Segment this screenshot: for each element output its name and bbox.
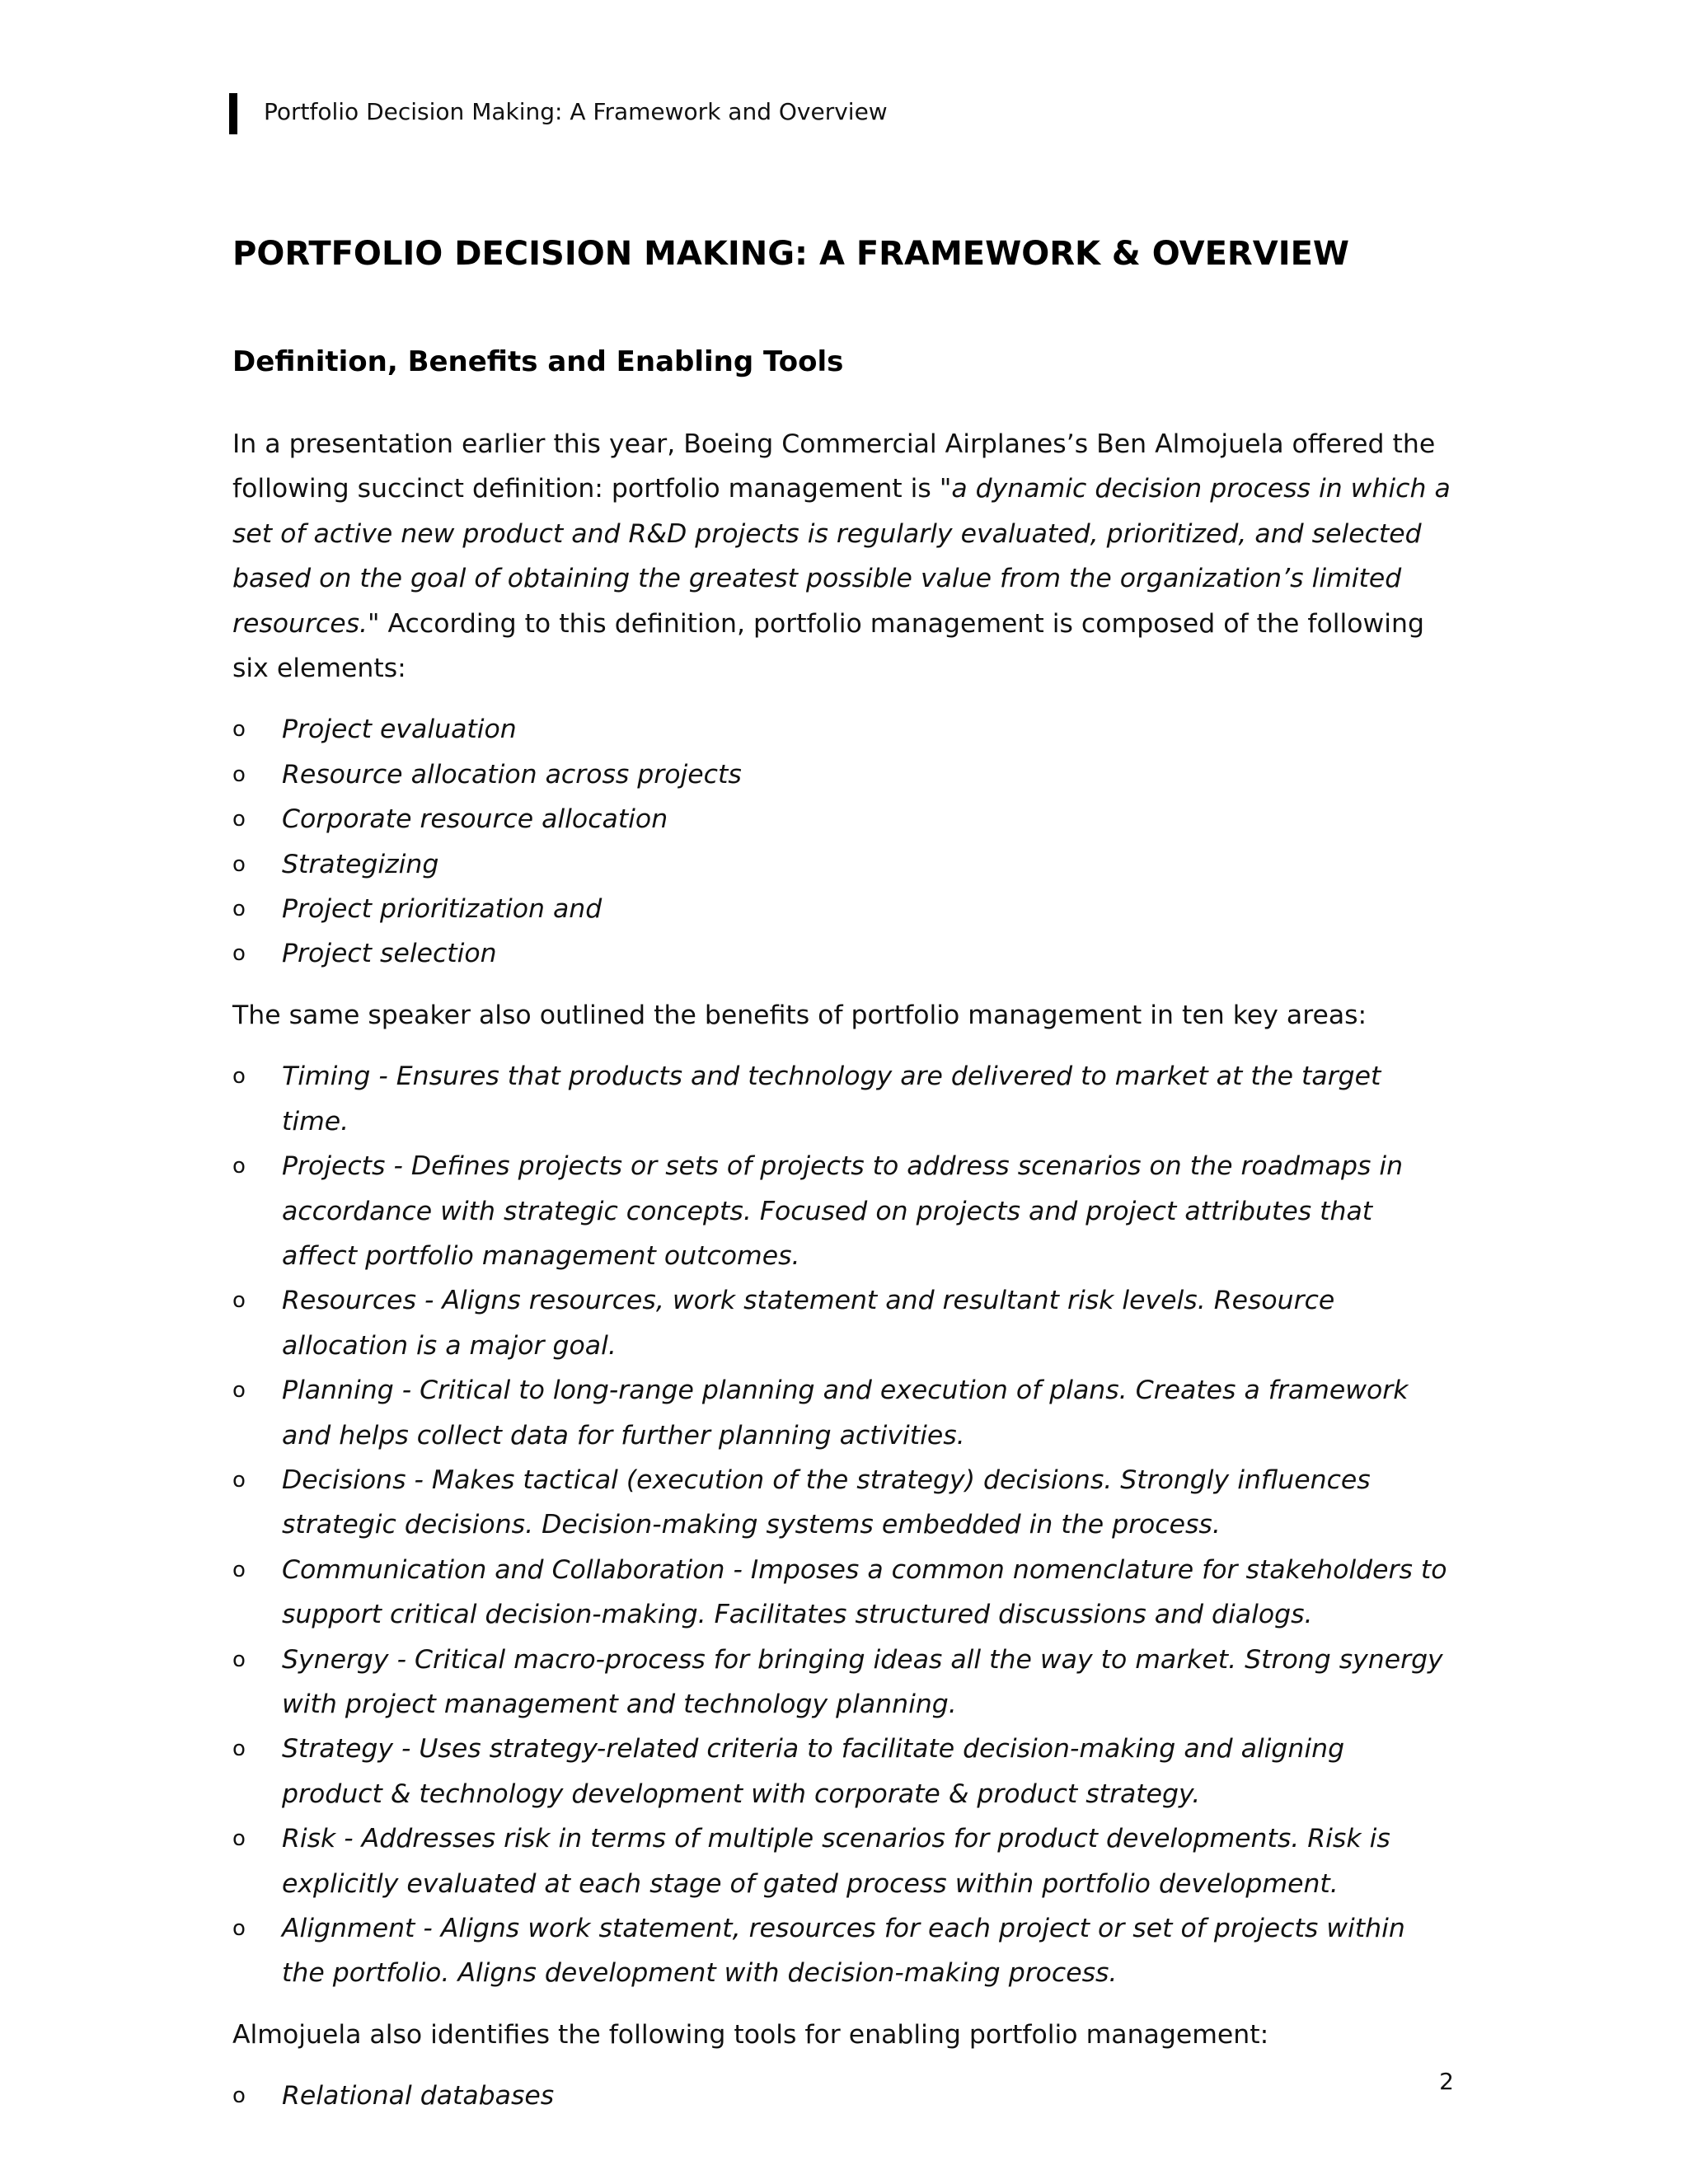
bullet-icon: o — [232, 1557, 246, 1582]
list-item — [232, 797, 1452, 841]
elements-list — [232, 707, 1452, 976]
section-title: Definition, Benefits and Enabling Tools — [232, 345, 844, 378]
list-item — [232, 887, 1452, 931]
bullet-icon: o — [232, 1647, 246, 1672]
bullet-icon: o — [232, 807, 246, 832]
bullet-icon: o — [232, 1154, 246, 1179]
list-item-text: Project selection — [282, 939, 497, 969]
list-item-text: Communication and Collaboration - Imposes a common nomenclature for stakeholders to support critical decision-making. Facilitates structured discussions and dialogs. — [282, 1554, 1447, 1630]
benefits-list — [232, 1054, 1452, 1996]
list-item-text: Risk - Addresses risk in terms of multiple scenarios for product developments. Risk is explicitly evaluated at each stage of gated process within portfolio development. — [282, 1824, 1390, 1899]
list-item-text: Resource allocation across projects — [282, 759, 742, 790]
intro-lead: In a presentation earlier this year, Boeing Commercial Airplanes’s Ben Almojuela offered the following succinct definition: portfolio management is — [232, 429, 1436, 504]
list-item-text: Projects - Defines projects or sets of projects to address scenarios on the roadmaps in accordance with strategic concepts. Focused on projects and project attributes that affect portfolio management outcomes. — [282, 1151, 1404, 1271]
list-item — [232, 1144, 1452, 1278]
bullet-icon: o — [232, 1826, 246, 1852]
list-item — [232, 752, 1452, 797]
bullet-icon: o — [232, 851, 246, 877]
bullet-icon: o — [232, 1736, 246, 1762]
bullet-icon: o — [232, 717, 246, 743]
bullet-icon: o — [232, 1378, 246, 1404]
list-item-text: Strategy - Uses strategy-related criteria to facilitate decision-making and aligning product & technology development with corporate & product strategy. — [282, 1734, 1345, 1809]
intro-tail: According to this definition, portfolio management is composed of the following six elements: — [232, 608, 1424, 684]
list-item — [232, 1054, 1452, 1144]
list-item-text: Planning - Critical to long-range planning and execution of plans. Creates a framework and helps collect data for further planning activities. — [282, 1376, 1409, 1451]
list-item — [232, 1368, 1452, 1458]
list-item-text: Corporate resource allocation — [282, 804, 668, 835]
document-title: PORTFOLIO DECISION MAKING: A FRAMEWORK & OVERVIEW — [232, 235, 1350, 273]
list-item — [232, 842, 1452, 887]
list-item-text: Relational databases — [282, 2081, 555, 2111]
list-item-text: Resources - Aligns resources, work statement and resultant risk levels. Resource allocation is a major goal. — [282, 1286, 1335, 1361]
list-item — [232, 1638, 1452, 1727]
running-header: Portfolio Decision Making: A Framework and Overview — [264, 98, 888, 125]
list-item — [232, 1458, 1452, 1548]
list-item — [232, 1816, 1452, 1906]
list-item — [232, 931, 1452, 976]
tools-list — [232, 2074, 1452, 2118]
document-body — [232, 422, 1452, 2135]
list-item-text: Alignment - Aligns work statement, resources for each project or set of projects within the portfolio. Aligns development with decision-making process. — [282, 1914, 1405, 1989]
header-rule — [229, 93, 237, 134]
list-item-text: Strategizing — [282, 849, 439, 879]
list-item — [232, 1278, 1452, 1368]
list-item — [232, 1548, 1452, 1638]
bullet-icon: o — [232, 941, 246, 967]
bullet-icon: o — [232, 762, 246, 787]
list-item — [232, 2074, 1452, 2118]
list-item — [232, 1906, 1452, 1996]
list-item-text: Project prioritization and — [282, 894, 603, 925]
list-item — [232, 707, 1452, 752]
list-item — [232, 1727, 1452, 1816]
page-number: 2 — [1439, 2068, 1454, 2095]
bullet-icon: o — [232, 1467, 246, 1493]
benefits-intro: The same speaker also outlined the benefits of portfolio management in ten key areas: — [232, 1000, 1367, 1030]
bullet-icon: o — [232, 1288, 246, 1314]
list-item-text: Timing - Ensures that products and technology are delivered to market at the target time. — [282, 1062, 1381, 1137]
list-item-text: Decisions - Makes tactical (execution of the strategy) decisions. Strongly influences strategic decisions. Decision-making systems embedded in the process. — [282, 1465, 1371, 1540]
bullet-icon: o — [232, 1064, 246, 1090]
intro-paragraph — [232, 422, 1452, 691]
tools-intro: Almojuela also identifies the following tools for enabling portfolio management: — [232, 2019, 1269, 2050]
bullet-icon: o — [232, 897, 246, 922]
list-item-text: Project evaluation — [282, 715, 517, 745]
intro-quote: "a dynamic decision process in which a set of active new product and R&D projects is regularly evaluated, prioritized, and selected based on the goal of obtaining the greatest possible value from the organization’s limited resources." — [232, 474, 1451, 639]
list-item-text: Synergy - Critical macro-process for bringing ideas all the way to market. Strong synergy with project management and technology planning. — [282, 1644, 1443, 1719]
bullet-icon: o — [232, 1916, 246, 1941]
bullet-icon: o — [232, 2083, 246, 2109]
